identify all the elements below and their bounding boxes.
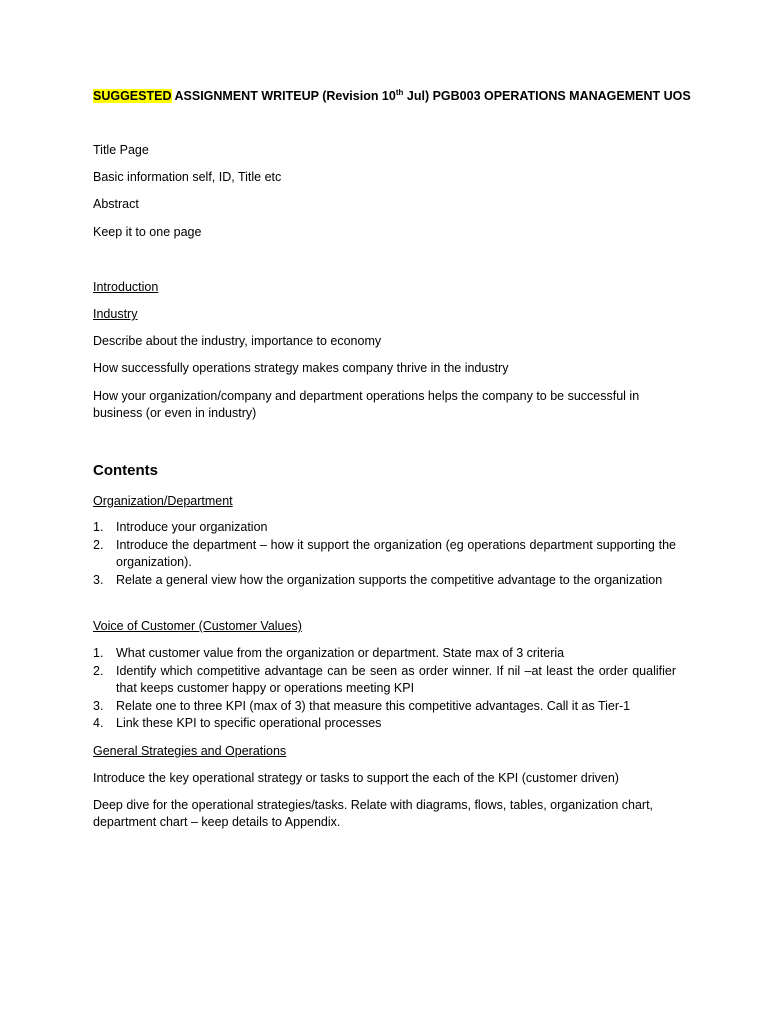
abstract-body: Keep it to one page — [93, 225, 202, 239]
list-item-text: Relate a general view how the organization supports the competitive advantage to the organization — [116, 572, 663, 587]
list-item — [93, 519, 676, 537]
title-page-body: Basic information self, ID, Title etc — [93, 170, 282, 184]
list-item — [93, 663, 676, 698]
suggested-highlight: SUGGESTED — [93, 89, 172, 104]
list-item-number: 4. — [93, 716, 104, 730]
header-superscript: th — [395, 88, 404, 97]
list-item-text: Introduce your organization — [116, 520, 268, 534]
list-item-number: 3. — [93, 698, 104, 713]
abstract-heading: Abstract — [93, 197, 139, 211]
list-item-text: Relate one to three KPI (max of 3) that measure this competitive advantages. Call it as Tier-1 — [116, 698, 631, 713]
list-item-text: Introduce the department – how it support the organization (eg operations department supporting the organization). — [116, 537, 676, 569]
list-item — [93, 698, 676, 716]
list-item-number: 3. — [93, 572, 104, 587]
list-item-text: Identify which competitive advantage can be seen as order winner. If nil –at least the order qualifier that keeps customer happy or operations meeting KPI — [116, 663, 676, 695]
list-item-number: 1. — [93, 520, 104, 534]
header-title-part-a: ASSIGNMENT WRITEUP (Revision 10 — [171, 89, 396, 104]
list-item — [93, 572, 676, 590]
list-item-number: 2. — [93, 537, 104, 552]
intro-line-2: How successfully operations strategy makes company thrive in the industry — [93, 361, 509, 375]
contents-heading: Contents — [93, 462, 158, 479]
org-dept-heading: Organization/Department — [93, 494, 233, 508]
intro-line-3: How your organization/company and department operations helps the company to be successful in business (or even in industry) — [93, 389, 640, 420]
list-item — [93, 715, 676, 733]
document-header — [93, 88, 691, 103]
list-item-text: What customer value from the organization or department. State max of 3 criteria — [116, 646, 565, 660]
list-item — [93, 645, 676, 663]
header-title-part-b: Jul) PGB003 OPERATIONS MANAGEMENT UOS — [403, 89, 691, 104]
title-page-heading: Title Page — [93, 143, 149, 157]
voc-heading: Voice of Customer (Customer Values) — [93, 619, 302, 633]
strategies-heading: General Strategies and Operations — [93, 744, 287, 758]
org-dept-list — [93, 519, 676, 589]
list-item-text: Link these KPI to specific operational processes — [116, 716, 382, 730]
introduction-heading: Introduction — [93, 280, 159, 294]
intro-line-1: Describe about the industry, importance to economy — [93, 334, 382, 348]
strategies-line-1: Introduce the key operational strategy or tasks to support the each of the KPI (customer driven) — [93, 771, 619, 785]
strategies-line-2: Deep dive for the operational strategies/tasks. Relate with diagrams, flows, tables, organization chart, department chart – keep details to Appendix. — [93, 798, 654, 829]
voc-list — [93, 645, 676, 733]
list-item-number: 2. — [93, 663, 104, 678]
list-item-number: 1. — [93, 646, 104, 660]
list-item — [93, 537, 676, 572]
industry-subheading: Industry — [93, 307, 138, 321]
